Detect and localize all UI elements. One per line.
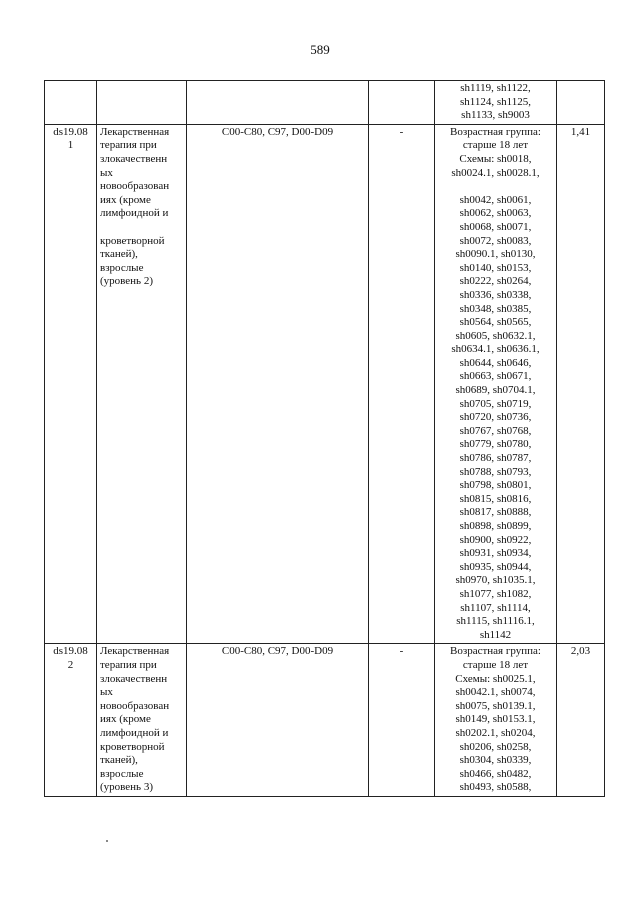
group-name-cell: Лекарственная терапия при злокачественн ых новообразован иях (кроме лимфоидной и кроветворной тканей), взрослые (уровень 3) xyxy=(97,644,187,797)
criteria-cell: Возрастная группа: старше 18 лет Схемы: sh0018, sh0024.1, sh0028.1, sh0042, sh0061, sh0062, sh0063, sh0068, sh0071, sh0072, sh0083, sh0090.1, sh0130, sh0140, sh0153, sh0222, sh0264, sh0336, sh0338, sh0348, sh0385, sh0564, sh0565, sh0605, sh0632.1, sh0634.1, sh0636.1, sh0644, sh0646, sh0663, sh0671, sh0689, sh0704.1, sh0705, sh0719, sh0720, sh0736, sh0767, sh0768, sh0779, sh0780, sh0786, sh0787, sh0788, sh0793, sh0798, sh0801, sh0815, sh0816, sh0817, sh0888, sh0898, sh0899, sh0900, sh0922, sh0931, sh0934, sh0935, sh0944, sh0970, sh1035.1, sh1077, sh1082, sh1107, sh1114, sh1115, sh1116.1, sh1142 xyxy=(435,124,557,644)
group-code-cell xyxy=(45,81,97,125)
diagnosis-codes-cell: C00-C80, C97, D00-D09 xyxy=(187,644,369,797)
group-code-cell: ds19.08 2 xyxy=(45,644,97,797)
coefficient-cell: 2,03 xyxy=(557,644,605,797)
page-number: 589 xyxy=(310,42,330,57)
table-row xyxy=(45,124,605,644)
service-codes-cell: - xyxy=(369,124,435,644)
coefficient-cell xyxy=(557,81,605,125)
scan-speck xyxy=(106,840,108,842)
diagnosis-codes-cell xyxy=(187,81,369,125)
group-name-cell xyxy=(97,81,187,125)
service-codes-cell: - xyxy=(369,644,435,797)
criteria-cell: Возрастная группа: старше 18 лет Схемы: sh0025.1, sh0042.1, sh0074, sh0075, sh0139.1, sh0149, sh0153.1, sh0202.1, sh0204, sh0206, sh0258, sh0304, sh0339, sh0466, sh0482, sh0493, sh0588, xyxy=(435,644,557,797)
diagnosis-codes-cell: C00-C80, C97, D00-D09 xyxy=(187,124,369,644)
coefficient-cell: 1,41 xyxy=(557,124,605,644)
group-name-cell: Лекарственная терапия при злокачественн ых новообразован иях (кроме лимфоидной и кроветворной тканей), взрослые (уровень 2) xyxy=(97,124,187,644)
tariff-table xyxy=(44,80,605,797)
criteria-cell: sh1119, sh1122, sh1124, sh1125, sh1133, sh9003 xyxy=(435,81,557,125)
group-code-cell: ds19.08 1 xyxy=(45,124,97,644)
table-row xyxy=(45,644,605,797)
table-row xyxy=(45,81,605,125)
service-codes-cell xyxy=(369,81,435,125)
